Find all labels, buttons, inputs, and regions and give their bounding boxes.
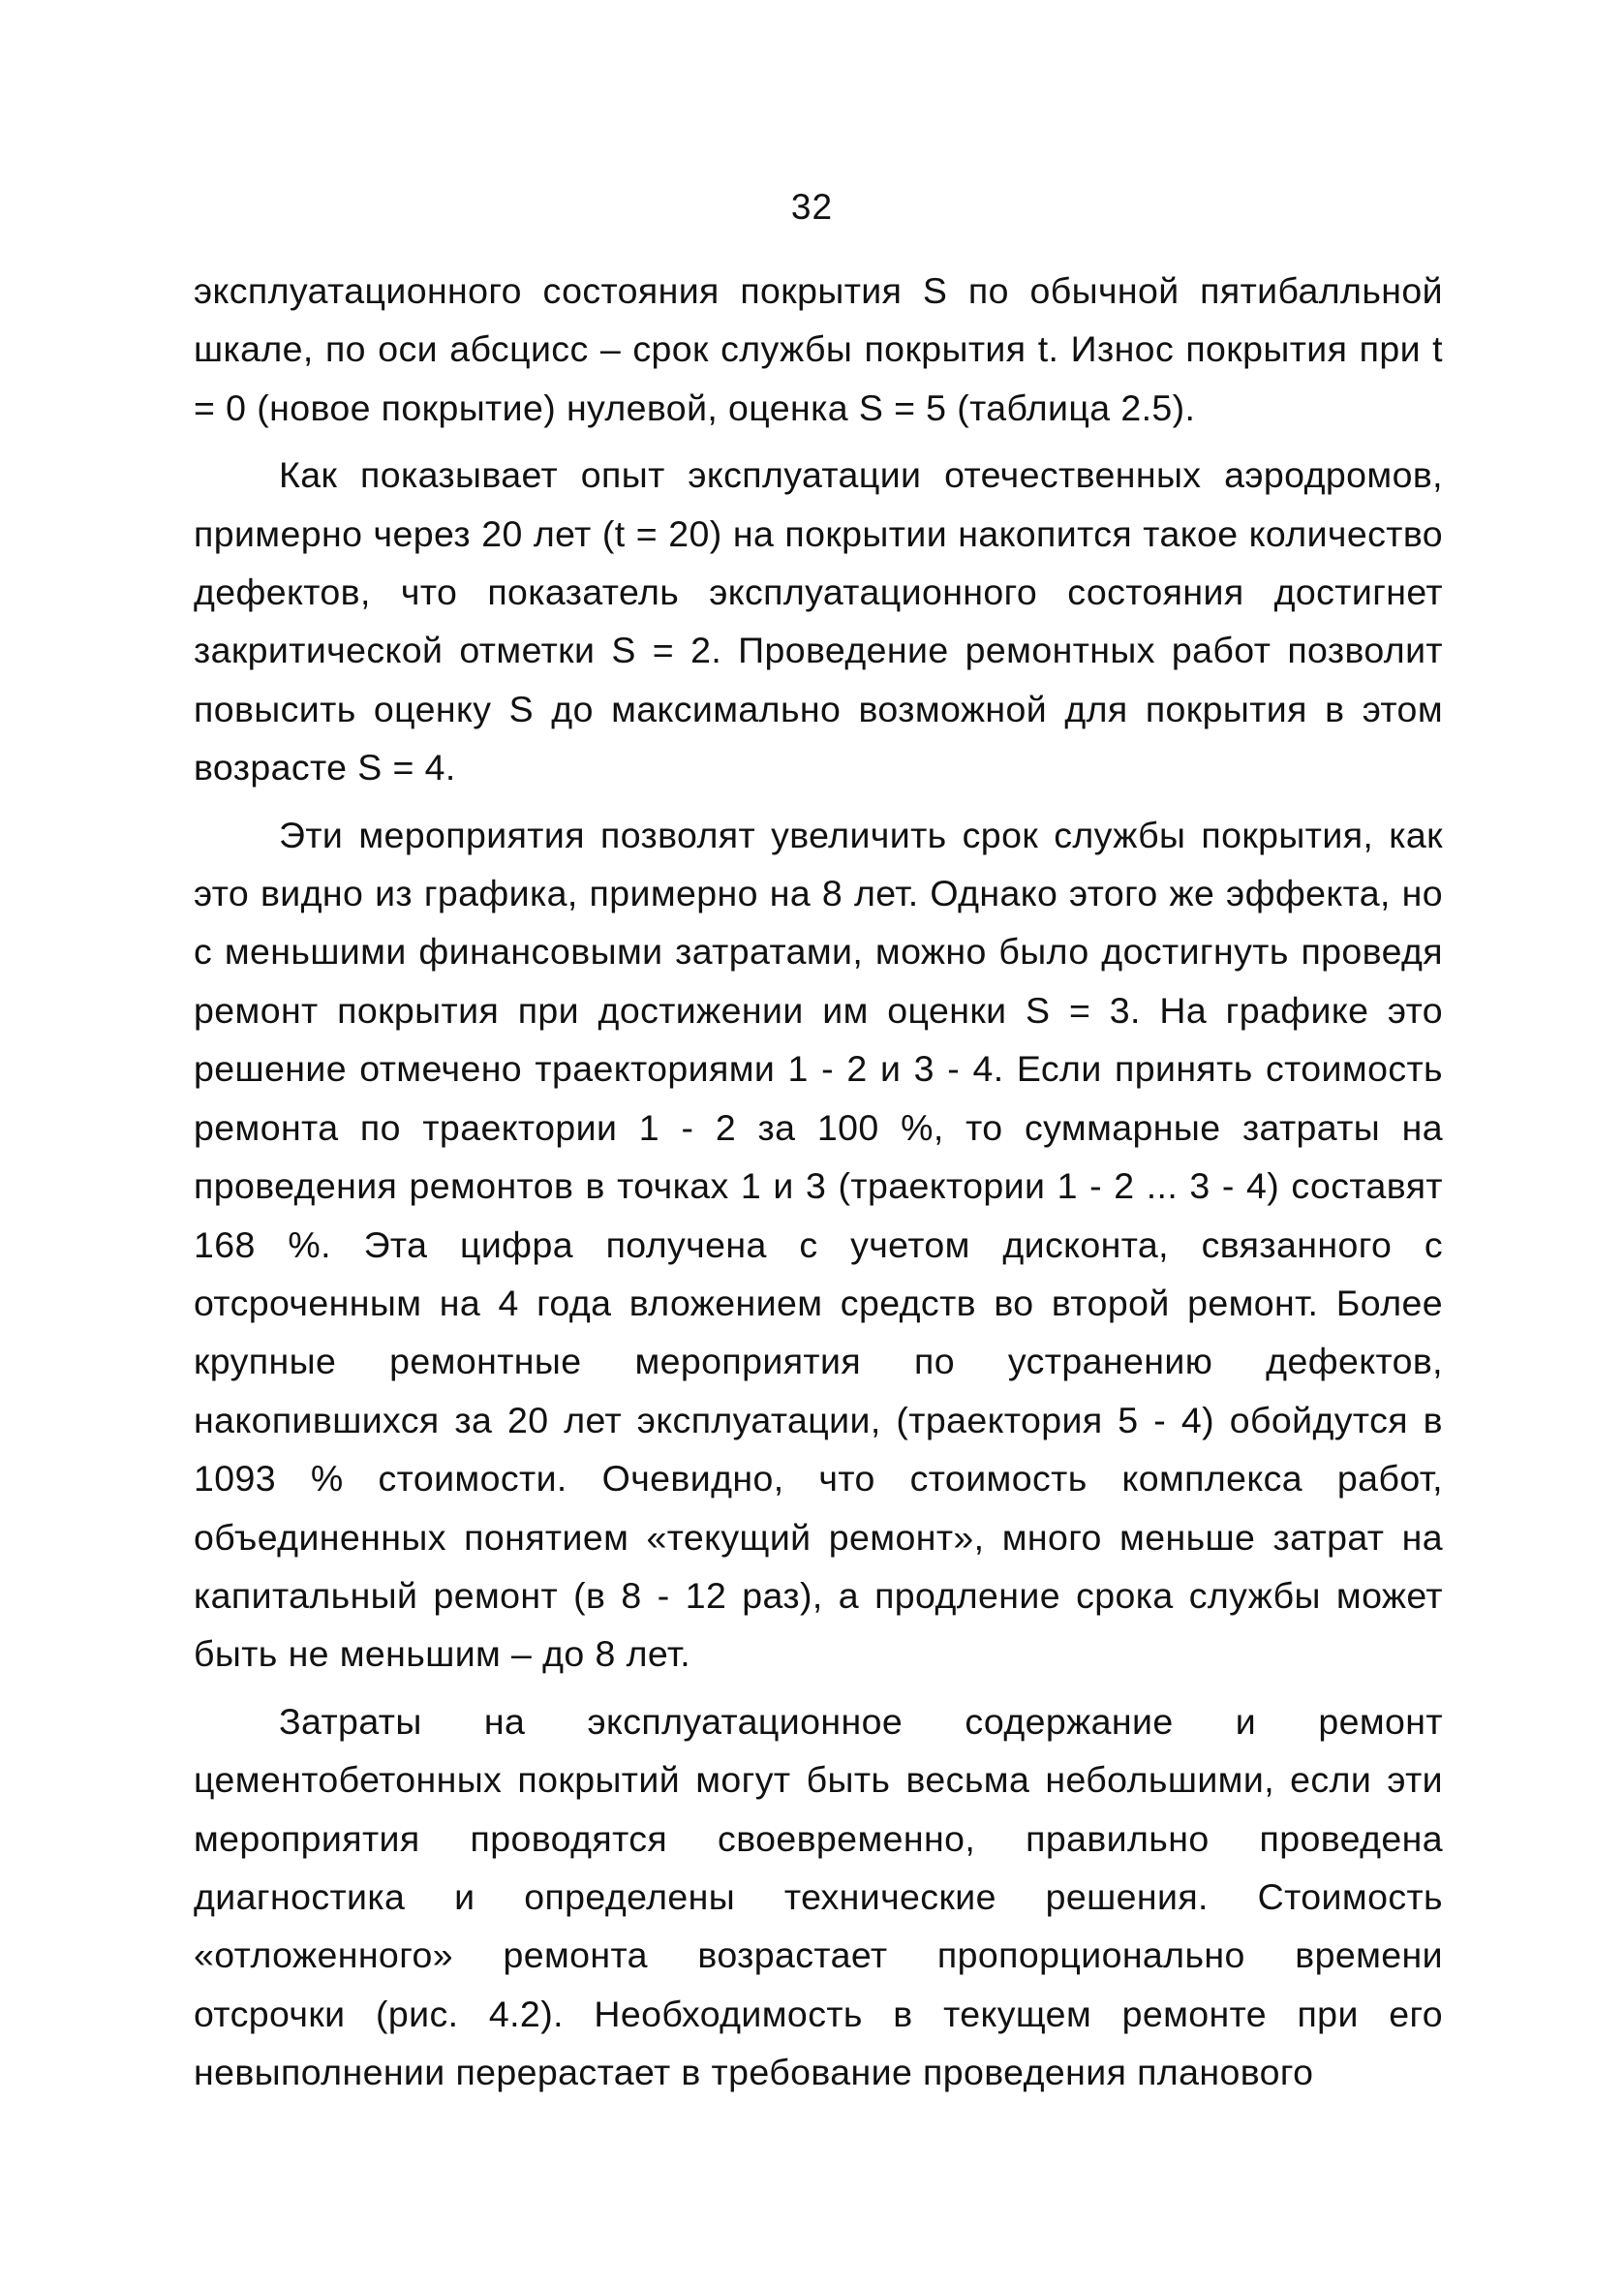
paragraph: эксплуатационного состояния покрытия S по обычной пятибалльной шкале, по оси абсцисс – срок службы покрытия t. Износ покрытия при t = 0 (новое покрытие) нулевой, оценка S = 5 (таблица 2.5).: [194, 270, 1443, 428]
paragraph: Затраты на эксплуатационное содержание и ремонт цементобетонных покрытий могут быть весьма небольшими, если эти мероприятия проводятся своевременно, правильно проведена диагностика и определены технические решения. Стоимость «отложенного» ремонта возрастает пропорционально времени отсрочки (рис. 4.2). Необходимость в текущем ремонте при его невыполнении перерастает в требование проведения планового: [194, 1700, 1443, 2093]
paragraph: Как показывает опыт эксплуатации отечественных аэродромов, примерно через 20 лет (t = 20) на покрытии накопится такое количество дефектов, что показатель эксплуатационного состояния достигнет закритической отметки S = 2. Проведение ремонтных работ позволит повысить оценку S до максимально возможной для покрытия в этом возрасте S = 4.: [194, 454, 1443, 789]
paragraph: Эти мероприятия позволят увеличить срок службы покрытия, как это видно из графика, примерно на 8 лет. Однако этого же эффекта, но с меньшими финансовыми затратами, можно было достигнуть проведя ремонт покрытия при достижении им оценки S = 3. На графике это решение отмечено траекториями 1 - 2 и 3 - 4. Если принять стоимость ремонта по траектории 1 - 2 за 100 %, то суммарные затраты на проведения ремонтов в точках 1 и 3 (траектории 1 - 2 ... 3 - 4) составят 168 %. Эта цифра получена с учетом дисконта, связанного с отсроченным на 4 года вложением средств во второй ремонт. Более крупные ремонтные мероприятия по устранению дефектов, накопившихся за 20 лет эксплуатации, (траектория 5 - 4) обойдутся в 1093 % стоимости. Очевидно, что стоимость комплекса работ, объединенных понятием «текущий ремонт», много меньше затрат на капитальный ремонт (в 8 - 12 раз), а продление срока службы может быть не меньшим – до 8 лет.: [194, 814, 1443, 1675]
body-text: [194, 262, 1443, 2102]
page-number: 32: [790, 187, 834, 227]
